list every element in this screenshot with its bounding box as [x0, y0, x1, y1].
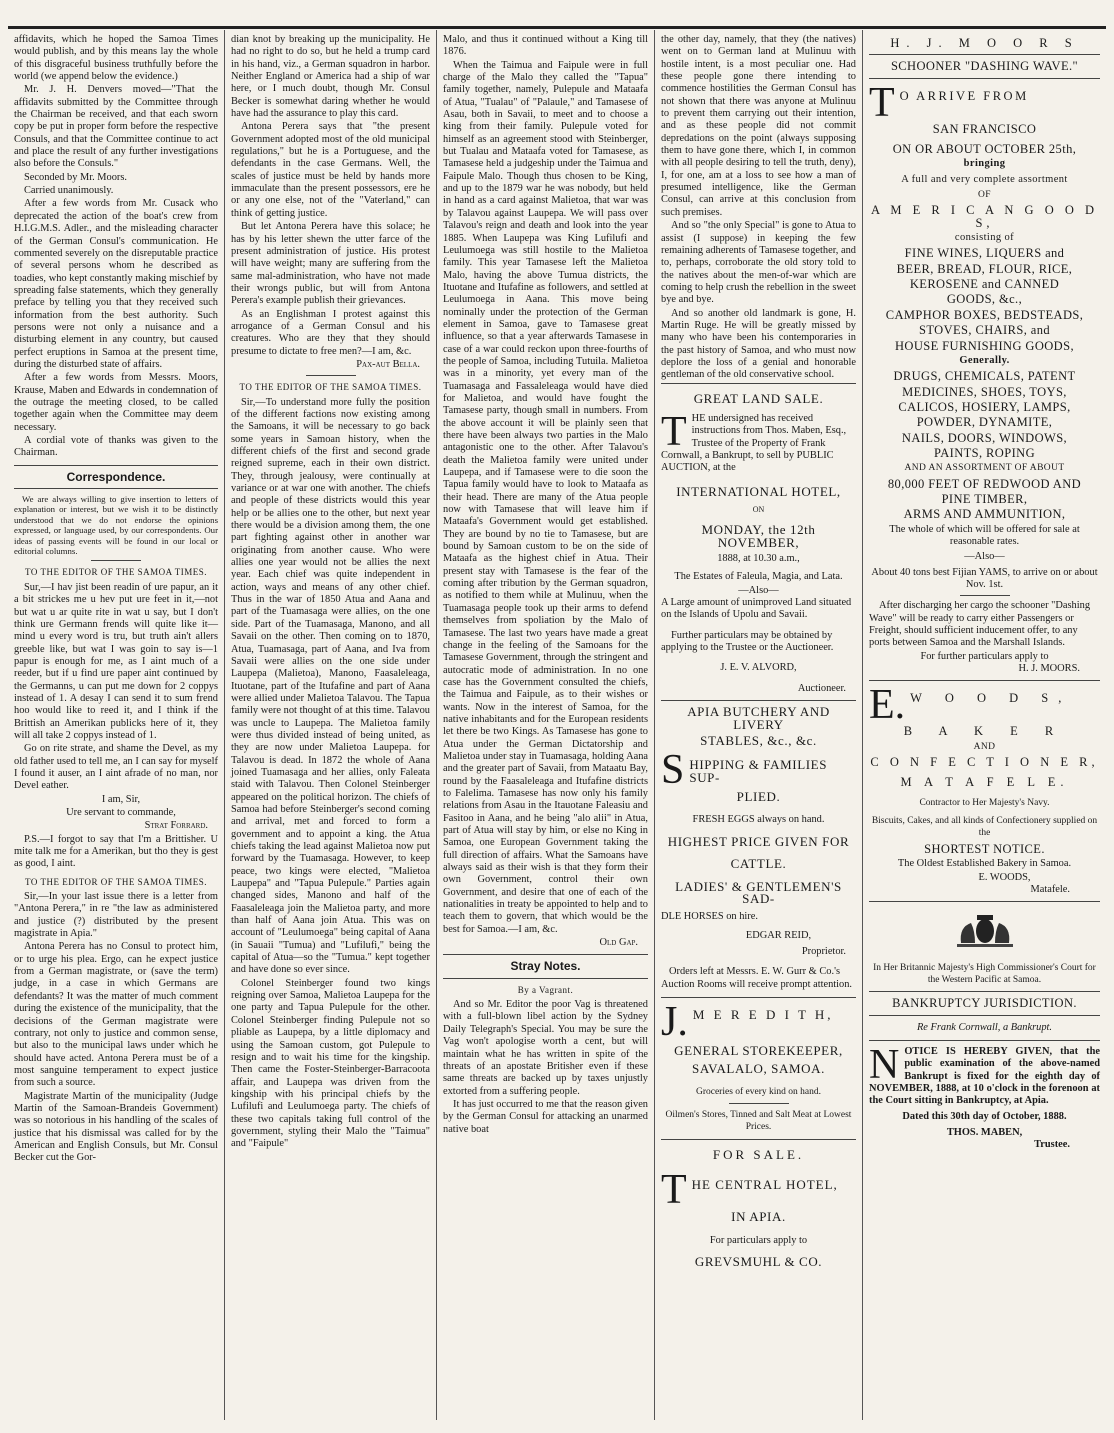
signature: Old Gap.: [599, 937, 638, 949]
goods-line: CAMPHOR BOXES, BEDSTEADS,: [885, 307, 1084, 322]
advert-line: SAVALALO, SAMOA.: [691, 1061, 825, 1077]
editorial-notice: We are always willing to give insertion to letters of explanation or interest, but we wish it to be distinctly understood that we do not endorse the opinions expressed, or language used, by our correspondents. Our ideas of passing events will be found in our local or editorial columns.: [14, 494, 218, 557]
further: For further particulars apply to: [920, 650, 1049, 662]
advert-body: [661, 1167, 856, 1214]
goods-line: Generally.: [959, 354, 1010, 366]
advert-text: HE undersigned has received instructions from Thos. Maben, Esq., Trustee of the Property of Frank Cornwall, a Bankrupt, to sell by PUBLIC AUCTION, at the: [661, 412, 847, 474]
divider: [869, 54, 1100, 55]
goods-line: POWDER, DYNAMITE,: [916, 415, 1053, 430]
paragraph: Antona Perera says that "the present Government adopted most of the old municipal regulations," but he is a Portuguese, and the defendants in the case Germans. Well, the scales of justice must be held by hands more immaculate than the present possessors, ere he or any one else, not of the "Vaterland," can think of getting justice.: [231, 121, 430, 219]
advert-on: ON: [752, 505, 765, 515]
top-rule: [8, 26, 1106, 29]
notice-block: [869, 1041, 1100, 1108]
advert-venue: INTERNATIONAL HOTEL,: [676, 483, 841, 499]
paragraph: Magistrate Martin of the municipality (Judge Martin of the Samoan-Brandeis Government) was so notorious in his handling of the scales of justice that his dismissal was called for by the American and English Consuls, but Mr. Consul Becker cut the Gor-: [14, 1090, 218, 1164]
closing: I am, Sir,: [101, 793, 141, 805]
paragraph: the other day, namely, that they (the natives) went on to German land at Mulinuu with hostile intent, is a most peculiar one. Had these people gone there intending to commence hostilities the German Consul has not shown that there was anyone at Mulinuu to prevent them carrying out their intention, and as these people did not commit depredations on the point (always supposing them to have gone there, which I, in common with all people desiring to tell the truth, deny), I, for one, am at a loss to see how a man of presumed intelligence, like the German Consul, can arrive at this conclusion from such premises.: [661, 34, 856, 218]
of: OF: [978, 190, 991, 201]
consisting: consisting of: [954, 232, 1015, 244]
advert-body: [661, 747, 856, 794]
advert-line: GENERAL STOREKEEPER,: [674, 1042, 843, 1058]
goods-line: KEROSENE and CANNED: [909, 277, 1060, 292]
paragraph: Carried unanimously.: [24, 185, 114, 197]
advert-great-land-sale: [661, 383, 856, 702]
letter-heading: TO THE EDITOR OF THE SAMOA TIMES.: [25, 876, 207, 887]
divider: [869, 901, 1100, 902]
goods-line: HOUSE FURNISHING GOODS,: [894, 338, 1074, 353]
advert-title: APIA BUTCHERY AND LIVERY: [687, 704, 830, 732]
paragraph: And so another old landmark is gone, H. Martin Ruge. He will be greatly missed by many who have been his contemporaries in the past history of Samoa, and who must now deplore the loss of a genial and honorable gentleman of the old conservative school.: [661, 307, 856, 381]
columns: [8, 30, 1106, 1420]
paragraph: And so "the only Special" is gone to Atua to assist (I suppose) in keeping the few remaining adherents of Tamasese together, and to, perhaps, corroborate the old story told to the natives about the men-of-war which are coming to help crush the rebellion in the sweet bye and bye.: [661, 220, 856, 306]
woods-name: W O O D S,: [910, 691, 1072, 706]
drop-cap: S: [661, 747, 685, 794]
column-5: [863, 30, 1106, 1420]
and: AND: [973, 741, 996, 752]
arrival-line: O ARRIVE FROM: [899, 88, 1029, 103]
oldest-bakery: The Oldest Established Bakery in Samoa.: [897, 858, 1072, 870]
paragraph: Sir,—To understand more fully the position of the different factions now existing among the Samoans, it will be necessary to go back some years in Samoan history, when the different chiefs of the first and second grade reigned supreme, each in their own district. They, through jealousy, were continually at variance or at war one with another. The chiefs and people of these districts would this year help or be allies one to the other, but next year there would be a division among them, the one part fighting against other in another war originating from another cause. Who were allies one year would not be allies the next year. Each chief was quite independent in action, ways and means of any other chief. Thus in the war of 1850 Atua and Aana and part of the Tuamasaga were allies, on the one side. Part of the Tuamasaga, Manono, and all Savaii on the other. Then coming on to 1870, Atua, Tuamasaga, part of Aana, and Iva from Savaii were allies on the one side under Laupepa (Malietoa), Manono, Faasaleleaga, Ituotane, part of the Itufafine and part of Aana were allied under Malietoa Talavou. The Tapua family were not thought of at this time. Talavou was uncle to Laupepa. The Malietoa family were thus divided instead of being united, as they are now under Malietoa Laupepa. for Talavou is dead. In 1872 the whole of Aana joined Tuamasaga and her allies, only Faleata staid with Talavou. Then Colonel Steinberger appeared on the political horizon. The chiefs of Samoa had before Steinberger's second coming and arrival, met and forced to form a government and to appoint a king. the Atua chiefs taking the lead against Malietoa now put forward by the Tuamasaga. However, to keep peace, two kings were elected, "Malietoa Laupepa" and "Tapua Pulepule." Parties again changed sides, Manono and half of the Faasaleleaga join the Malietoa party, and more than half of Aana join Atua. This was on account of "Leulumoega" being capital of Aana (in Sauaii "Tumua) and "Lufilufi," being the capital of Atua—so the "Tumua." kept together and have done so ever since.: [231, 396, 430, 976]
goods-line: CALICOS, HOSIERY, LAMPS,: [898, 399, 1071, 414]
advert-body: [661, 408, 856, 475]
goods-line: PAINTS, ROPING: [934, 445, 1035, 460]
section-heading-stray-notes: Stray Notes.: [510, 959, 581, 974]
proprietor-name: EDGAR REID,: [745, 929, 812, 941]
auctioneer-role: Auctioneer.: [797, 682, 846, 694]
goods-line: DRUGS, CHEMICALS, PATENT: [893, 369, 1076, 384]
signature: Pax-aut Bella.: [356, 358, 420, 370]
paragraph: Sir,—In your last issue there is a letter from "Antona Perera," in re "the law as administered and justice (?) distributed by the present magistrate in Apia.": [14, 891, 218, 940]
advert-line: DLE HORSES on hire.: [661, 911, 758, 923]
merchant-name: M E R E D I T H,: [692, 1006, 834, 1022]
bankruptcy-jurisdiction: BANKRUPTCY JURISDICTION.: [892, 996, 1077, 1011]
paragraph: Antona Perera has no Consul to protect him, or to urge his plea. Ergo, can he expect justice from a German magistrate, or (save the term) judge, in a case in which Germans are defendants? It was the matter of much comment during the existence of the municipality, that the decisions of the German magistrate were contrary, not only to justice and common sense, but also to the municipal laws under which he should have acted. Antona Perera must be of a most sanguine temperament to expect justice from such a source.: [14, 941, 218, 1089]
after-cargo: After discharging her cargo the schooner "Dashing Wave" will be ready to carry either Passengers or Freight, should sufficient inducement offer, to any ports between Samoa and the Marshall Islands.: [869, 600, 1091, 649]
advert-estates: The Estates of Faleula, Magia, and Lata.: [674, 571, 843, 583]
schooner-title: SCHOONER "DASHING WAVE.": [890, 59, 1079, 74]
column-4: [655, 30, 863, 1420]
advert-line: GREVSMUHL & CO.: [694, 1253, 823, 1269]
goods-line: STOVES, CHAIRS, and: [919, 323, 1050, 338]
goods-line: FINE WINES, LIQUERS and: [904, 246, 1065, 261]
paragraph: When the Taimua and Faipule were in full charge of the Malo they called the "Tapua" family together, namely, Pulepule and Mataafa of Atua, "Tualau" of "Palaule," and Tamasese of Asau, both in Savaii, to meet and to choose a king from their family. Pulepule voted for himself as an agreement stood with Steinberger, but Tualau and Mataafa voted for Tamasese, as Tamasese held a judgeship under the Taimua and Faipule Malo. Though thus chosen to be King, and up to the 1879 war he was nobody, but held in hand as a card against Malietoa, that war was by Talavou against Laupepa. We will pass over Talavou's reign and death and look into the year 1885. When Laupepa was King Lufilufi and Leulumoega was still hostile to the Malietoa family. This year Tamasese left the Malietoa Malo, having the above Tumua districts, the Ituotane and Itufafine as followers, and settled at Leulumoega in Aana. This move being nominally under the protection of the German element in Samoa, gave to Tamasese great influence, so that a year afterwards Tamasese in case of a war could reckon upon three-fourths of the people of Samoa, including Tutuila. Malietoa was in a minority, yet every man of the Tuamasaga and Fassaleleaga would have died for Malietoa, and would have fought the Tamasese party, though small in numbers. From the above account it will be plainly seen that there have been always two parties in the Malo antagonistic one to the other. After Talavou's death the Malietoa family were united under Laupepa, and if Tamasese were to die soon the Tapua family would have to look to Mataafa as their head. There are many of the Atua people now with Tamasese that will leave him if Mataafa's Government would get established. They are bound by no tie to Tamasese, but are bound by Samoan custom to be on the side of Mataafa as the highest chief in Atua. Their present stay with Tamasese is the fear of the coming after tribution by the German squadron, as notified to them while at Mulinuu, when the Tuamasaga people took up their arms to defend themselves from spoliation by the Malo of Tamasese. The last two years have made a great change in the feeling of the Samoans for the Tamasese Government, through the stringent and autocratic mode of administration. In no one case has the Government consulted the chiefs, the Taimua and Faipule, as to their wishes or wants. Now in the interest of Samoa, for the native inhabitants and for the European residents let there be two Kings. As Tamasese has gone to Atua under the German Dictatorship and Malietoa under stay in Tuamasaga, holding Aana and the greater part of Savaii, from Mataatu Bay, round by the Faasaleleaga and Itufafine districts to Falelima. Tamasese has now only his family relations from Asau in the Itauotane Faleasiu and Fasitoo in Aana, and he being "alo alii" in Atua, part of Atua will stay by him, or else no King in Samoa, one European Government taking the full direction of affairs. What the Samoans have always said as their wish is that they form their own Government, control their own Government, and desire that one of each of the nationalities in treaty be appointed to help and to teach them to govern, that which would be the best for Samoa.—I am, &c.: [443, 59, 648, 935]
advert-title: STABLES, &c., &c.: [700, 732, 817, 748]
signature: Strat Forrard.: [144, 820, 208, 832]
paragraph: As an Englishman I protest against this arrogance of a German Consul and his creatures. Who are they that they should presume to dictate to free men?—I am, &c.: [231, 308, 430, 357]
advert-orders: Orders left at Messrs. E. W. Gurr & Co.'s Auction Rooms will receive prompt attention.: [661, 966, 853, 990]
re-cornwall: Re Frank Cornwall, a Bankrupt.: [916, 1021, 1053, 1033]
paragraph: Colonel Steinberger found two kings reigning over Samoa, Malietoa Laupepa for the one party and Tapua Pulepule for the other. Colonel Steinberger finding Pulepule not so pliable as Laupepa, by a little diplomacy and using the Samoan custom, got Pulepule to resign and to wait his time for the kingship. Then came the Foster-Steinberger-Barracoota affair, and Laupepa was driven from the kingship with his principal chiefs by the Lufilufi and Leulumoega party. The chiefs of these two capitals taking full control of the government, styling their Malo the "Taimua" and "Faipule": [231, 977, 430, 1150]
advert-line: Oilmen's Stores, Tinned and Salt Meat at Lowest Prices.: [665, 1110, 852, 1133]
drop-cap: T: [869, 79, 895, 126]
baker: B A K E R: [903, 724, 1066, 739]
advert-line: FRESH EGGS always on hand.: [692, 813, 825, 825]
paragraph: P.S.—I forgot to say that I'm a Brittisher. U mite talk me for a Amerikan, but tho they is gest as good, I aint.: [14, 833, 218, 870]
advert-for-sale: [661, 1140, 856, 1281]
bringing: bringing: [963, 158, 1006, 170]
advert-body: [661, 998, 856, 1045]
closing: Ure servant to commande,: [66, 807, 176, 818]
advert-line: CATTLE.: [730, 856, 787, 872]
column-2: [225, 30, 437, 1420]
advert-title: GREAT LAND SALE.: [693, 390, 824, 406]
goods-line: PINE TIMBER,: [941, 491, 1028, 506]
shortest-notice: SHORTEST NOTICE.: [924, 841, 1045, 856]
american-goods: A M E R I C A N G O O D S,: [870, 203, 1099, 230]
matafele-sign: Matafele.: [1030, 883, 1070, 895]
paragraph: affidavits, which he hoped the Samoa Times would publish, and by this means lay the whole of this disgraceful business truthfully before the world (we append below the evidence.): [14, 34, 218, 83]
advert-also: —Also—: [738, 584, 779, 596]
divider: [869, 1040, 1100, 1041]
advert-line: HIGHEST PRICE GIVEN FOR: [667, 833, 850, 849]
merchant-header: H. J. M O O R S: [890, 36, 1079, 50]
letter-heading: TO THE EDITOR OF THE SAMOA TIMES.: [239, 382, 422, 393]
paragraph: Seconded by Mr. Moors.: [24, 171, 128, 183]
biscuits: Biscuits, Cakes, and all kinds of Confectionery supplied on the: [871, 816, 1098, 839]
matafele: M A T A F E L E.: [900, 775, 1069, 790]
paragraph: But let Antona Perera have this solace; he has by his letter shewn the utter farce of the present administration of justice. His protest will have weight; many are suffering from the same mal-administration, who have not made their wrongs public, but will from Antona Perera's example publish their grievances.: [231, 221, 430, 307]
goods-line: MEDICINES, SHOES, TOYS,: [902, 384, 1067, 399]
auctioneer-name: J. E. V. ALVORD,: [720, 662, 797, 674]
goods-line: 80,000 FEET OF REDWOOD AND: [887, 476, 1082, 491]
column-1: [8, 30, 225, 1420]
paragraph: dian knot by breaking up the municipality. He had no right to do so, but he held a trump card in his hand, viz., a German squadron in harbor. Neither England or America had a ship of war here, or I much doubt, though Mr. Consul Becker is somewhat daring whether he would have had the assurance to play this card.: [231, 34, 430, 120]
advert-line: LADIES' & GENTLEMEN'S SAD-: [675, 878, 842, 906]
divider: [306, 375, 356, 376]
dated: Dated this 30th day of October, 1888.: [902, 1110, 1067, 1122]
advert-also-body: A Large amount of unimproved Land situated on the Islands of Upolu and Savaii.: [661, 597, 852, 621]
advert-title: FOR SALE.: [712, 1146, 805, 1162]
arrival-block: [869, 79, 1100, 126]
paragraph: It has just occurred to me that the reason given by the German Consul for attacking an unarmed native boat: [443, 1098, 648, 1135]
divider: [960, 595, 1010, 596]
goods-line: NAILS, DOORS, WINDOWS,: [901, 430, 1068, 445]
advert-meredith: [661, 998, 856, 1140]
maben-sign: THOS. MABEN,: [946, 1126, 1023, 1138]
advert-line: PLIED.: [736, 789, 781, 805]
drop-cap: T: [661, 408, 687, 455]
byline: By a Vagrant.: [517, 984, 574, 995]
advert-further: Further particulars may be obtained by applying to the Trustee or the Auctioneer.: [661, 629, 834, 654]
assortment: A full and very complete assortment: [901, 173, 1068, 185]
ewoods-sign: E. WOODS,: [978, 871, 1031, 883]
royal-coat-of-arms-icon: [953, 913, 1017, 949]
advert-line: For particulars apply to: [709, 1235, 808, 1247]
paragraph: A cordial vote of thanks was given to the Chairman.: [14, 435, 218, 459]
paragraph: Mr. J. H. Denvers moved—"That the affidavits submitted by the Committee through the Chairman be received, and that each sworn copy be put in proper form before the respective Consuls, and that the Committee continue to act and place the result of any further investigations also before the Consuls.": [14, 84, 218, 170]
divider: [869, 1015, 1100, 1016]
column-3: [437, 30, 655, 1420]
advert-date: MONDAY, the 12th NOVEMBER,: [701, 522, 816, 550]
divider: [729, 1103, 789, 1104]
paragraph: After a few words from Mr. Cusack who deprecated the action of the boat's crew from H.I.G.M.S. Adler., and the misleading character of the German Consul's communication. He commented severely on the disreputable practice of several persons whom he described as toadies, who kept constantly making mischief by spreading false statements, which they generally preface by telling you that they received such information from the best authority. Such persons were not only a nuisance and a disturbing element in any country, but caused perfect eruptions in Samoa at the present time, during the disturbed state of affairs.: [14, 198, 218, 370]
divider: [91, 560, 141, 561]
section-heading-correspondence: Correspondence.: [66, 469, 166, 484]
drop-cap: T: [661, 1167, 687, 1214]
drop-cap: E.: [869, 682, 906, 729]
divider: [14, 488, 218, 489]
arrival-origin: SAN FRANCISCO: [932, 121, 1037, 136]
moors-sign: H. J. MOORS.: [1018, 663, 1080, 675]
advert-apia-butchery: [661, 701, 856, 998]
goods-line: ARMS AND AMMUNITION,: [903, 507, 1066, 522]
paragraph: After a few words from Messrs. Moors, Krause, Maben and Edwards in condemnation of the outrage the meeting closed, to be called together again when the Committee may deem necessary.: [14, 372, 218, 433]
advert-time: 1888, at 10.30 a.m.,: [717, 553, 800, 565]
drop-cap: J.: [661, 998, 688, 1045]
contractor: Contractor to Her Majesty's Navy.: [919, 797, 1050, 808]
notice-text: OTICE IS HEREBY GIVEN, that the public examination of the above-named Bankrupt is fixed for the eighth day of NOVEMBER, 1888, at 10 o'clock in the forenoon at the Court sitting in Bankruptcy, at Apia.: [869, 1045, 1100, 1107]
confectioner: C O N F E C T I O N E R,: [870, 755, 1099, 770]
goods-line: BEER, BREAD, FLOUR, RICE,: [896, 261, 1073, 276]
letter-heading: TO THE EDITOR OF THE SAMOA TIMES.: [25, 567, 207, 578]
divider: [869, 78, 1100, 79]
drop-cap: N: [869, 1041, 900, 1088]
court-name: In Her Britannic Majesty's High Commissioner's Court for the Western Pacific at Samoa.: [873, 962, 1096, 985]
arrival-date: ON OR ABOUT OCTOBER 25th,: [892, 142, 1077, 157]
advert-line: Groceries of every kind on hand.: [695, 1086, 822, 1097]
divider: [869, 680, 1100, 681]
advert-line: HIPPING & FAMILIES SUP-: [689, 757, 828, 785]
advert-line: HE CENTRAL HOTEL,: [691, 1177, 838, 1193]
advert-line: IN APIA.: [731, 1209, 786, 1225]
paragraph: Go on rite strate, and shame the Devel, as my old father used to tell me, an I can say for myself I found it auser, an I aint afrade of no man, nor Devel eather.: [14, 743, 218, 792]
woods-block: [869, 682, 1100, 729]
yams: About 40 tons best Fijian YAMS, to arrive on or about Nov. 1st.: [871, 566, 1098, 590]
divider: [443, 954, 648, 955]
whole-offer: The whole of which will be offered for sale at reasonable rates.: [889, 523, 1080, 547]
paragraph: And so Mr. Editor the poor Vag is threatened with a full-blown libel action by the Sydney Daily Telegraph's Special. You may be sure the Vag won't apologise worth a cent, but will maintain what he has written in spite of the threats of an apostate Britisher even if these same threats are backed up by taxes unjustly extorted from a suffering people.: [443, 999, 648, 1097]
paragraph: Malo, and thus it continued without a King till 1876.: [443, 34, 648, 58]
also: —Also—: [964, 551, 1005, 563]
divider: [443, 978, 648, 979]
goods-line: GOODS, &c.,: [946, 292, 1023, 307]
goods-line: AND AN ASSORTMENT OF ABOUT: [904, 463, 1065, 474]
paragraph: Sur,—I hav jist been readin of ure papur, an it a bit strickes me u hev put ure feet in it,—not but wat u ar quite rite in wat u say, but I don't think ure Germann frends will quite like it—mind u every word is tru, but truth ain't allers greeble like, but wat I was goin to say is—1 papur is enough for me, as I aint much of a reeder, but if u find ure paper aint continued by the Germanns, u can put me down for 2 coppys instead of 1. A desay I can send it to sum frend hoo would like to reed it, and I think if the Brittish an Amerikan publicks here of it, they will all take 2 coppys instead of 1.: [14, 581, 218, 741]
trustee: Trustee.: [1034, 1139, 1070, 1151]
proprietor-role: Proprietor.: [801, 945, 846, 957]
divider: [14, 465, 218, 466]
divider: [869, 991, 1100, 992]
